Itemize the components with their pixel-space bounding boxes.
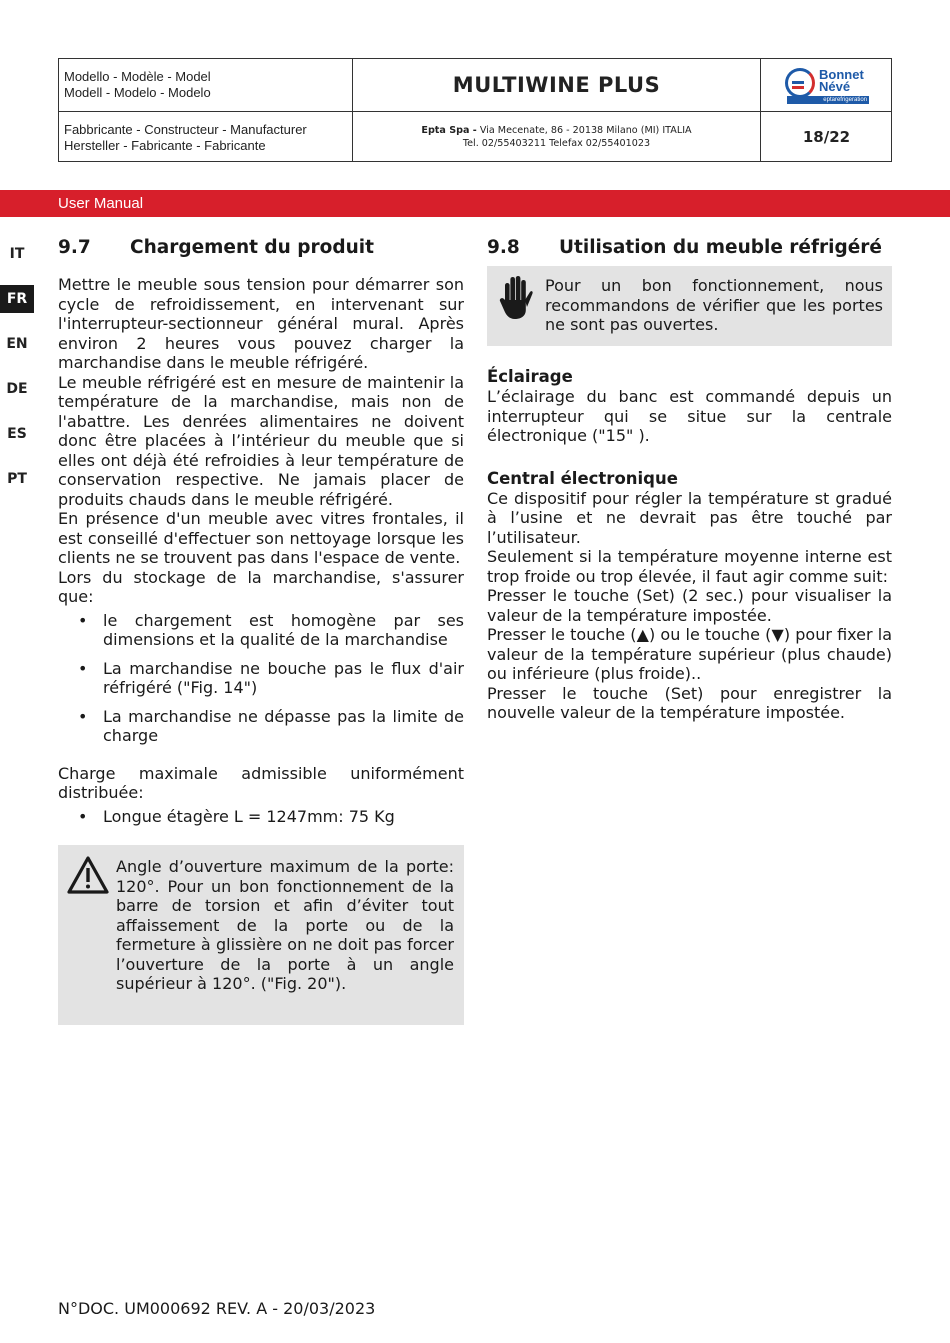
document-footer: N°DOC. UM000692 REV. A - 20/03/2023	[58, 1299, 376, 1318]
right-column	[487, 234, 892, 723]
section-heading-9-7	[58, 234, 464, 262]
model-title: MULTIWINE PLUS	[452, 73, 661, 97]
section-band	[0, 190, 950, 217]
model-label-line-1: Modello - Modèle - Model	[64, 69, 211, 84]
central-text	[487, 489, 892, 723]
section-title: Chargement du produit	[130, 237, 374, 258]
model-title-cell	[353, 59, 761, 112]
lang-tab-fr[interactable]: FR	[0, 285, 34, 313]
manufacturer-label-line-1: Fabbricante - Constructeur - Manufacturer	[64, 122, 307, 137]
charge-list	[58, 807, 464, 827]
page-number: 18/22	[802, 128, 851, 146]
paragraph: Presser le touche (Set) (2 sec.) pour visualiser la valeur de la température impostée.	[487, 586, 892, 625]
section-number: 9.8	[487, 237, 520, 258]
section-heading-9-8	[487, 234, 892, 262]
lighting-heading: Éclairage	[487, 367, 573, 386]
lang-tab-en[interactable]: EN	[6, 336, 28, 352]
warning-text: Angle d’ouverture maximum de la porte: 120°. Pour un bon fonctionnement de la barre de torsion et afin d’éviter tout affaissement de la porte ou de la fermeture à glissière on ne doit pas forcer l’ouverture de la porte à un angle supérieur à 120°. ("Fig. 20").	[116, 857, 454, 993]
page-number-cell	[761, 112, 892, 162]
door-notice	[487, 266, 892, 346]
paragraph: Presser le touche (▲) ou le touche (▼) pour fixer la valeur de la température supérieur (plus chaude) ou inférieure (plus froide)..	[487, 625, 892, 683]
logo-line-1: Bonnet	[819, 67, 864, 82]
loading-text	[58, 275, 464, 826]
section-number: 9.7	[58, 237, 91, 258]
company-address: Via Mecenate, 86 - 20138 Milano (MI) ITALIA	[476, 125, 692, 136]
lang-tab-it[interactable]: IT	[9, 246, 25, 262]
warning-triangle-icon	[66, 855, 110, 895]
paragraph: Seulement si la température moyenne interne est trop froide ou trop élevée, il faut agir comme suit:	[487, 547, 892, 586]
logo-cell	[761, 59, 892, 112]
lang-tab-es[interactable]: ES	[7, 426, 27, 442]
paragraph: Mettre le meuble sous tension pour démarrer son cycle de refroidissement, en intervenant sur l'interrupteur-sectionneur général mural. Après environ 2 heures vous pouvez charger la marchandise dans le meuble réfrigéré.	[58, 275, 464, 372]
paragraph: En présence d'un meuble avec vitres frontales, il est conseillé d'effectuer son nettoyage lorsque les clients ne se trouvent pas dans l'espace de vente.	[58, 509, 464, 567]
logo-mark-icon	[785, 68, 815, 98]
document-header	[58, 58, 892, 162]
logo-line-2: Névé	[819, 79, 851, 94]
bonnet-neve-logo	[785, 66, 871, 106]
address-cell	[353, 112, 761, 162]
manufacturer-label-cell	[59, 112, 353, 162]
company-name: Epta Spa -	[421, 125, 477, 136]
door-notice-text: Pour un bon fonctionnement, nous recommandons de vérifier que les portes ne sont pas ouvertes.	[545, 276, 883, 334]
company-phone: Tel. 02/55403211 Telefax 02/55401023	[462, 138, 651, 149]
band-label: User Manual	[58, 195, 144, 212]
loading-checklist	[58, 611, 464, 746]
lighting-text: L’éclairage du banc est commandé depuis un interrupteur qui se situe sur la centrale électronique ("15" ).	[487, 387, 892, 445]
logo-subline: eptarefrigeration	[787, 96, 869, 104]
left-column	[58, 234, 464, 1025]
list-item: • le chargement est homogène par ses dimensions et la qualité de la marchandise	[58, 611, 464, 650]
paragraph: Presser le touche (Set) pour enregistrer la nouvelle valeur de la température impostée.	[487, 683, 892, 722]
list-item: • La marchandise ne dépasse pas la limite de charge	[58, 707, 464, 746]
paragraph: Le meuble réfrigéré est en mesure de maintenir la température de la marchandise, mais non de l'abattre. Les denrées alimentaires ne doivent donc être placées à l’intérieur du meuble que si elles ont déjà été refroidies à leur température de conservation respective. Ne jamais placer de produits chauds dans le meuble réfrigéré.	[58, 372, 464, 509]
paragraph: Lors du stockage de la marchandise, s'assurer que:	[58, 567, 464, 606]
manufacturer-label-line-2: Hersteller - Fabricante - Fabricante	[64, 138, 266, 153]
section-title: Utilisation du meuble réfrigéré	[559, 237, 882, 258]
stop-hand-icon	[499, 274, 533, 320]
model-label-cell	[59, 59, 353, 112]
lang-tab-pt[interactable]: PT	[7, 471, 27, 487]
model-label-line-2: Modell - Modelo - Modelo	[64, 85, 211, 100]
central-heading: Central électronique	[487, 468, 678, 488]
lang-tab-de[interactable]: DE	[6, 381, 28, 397]
warning-notice	[58, 845, 464, 1025]
list-item: • La marchandise ne bouche pas le flux d'air réfrigéré ("Fig. 14")	[58, 659, 464, 698]
list-item: • Longue étagère L = 1247mm: 75 Kg	[58, 807, 464, 827]
paragraph: Ce dispositif pour régler la température st gradué à l’usine et ne devrait pas être touché par l’utilisateur.	[487, 488, 892, 547]
charge-text: Charge maximale admissible uniformément distribuée:	[58, 763, 464, 802]
